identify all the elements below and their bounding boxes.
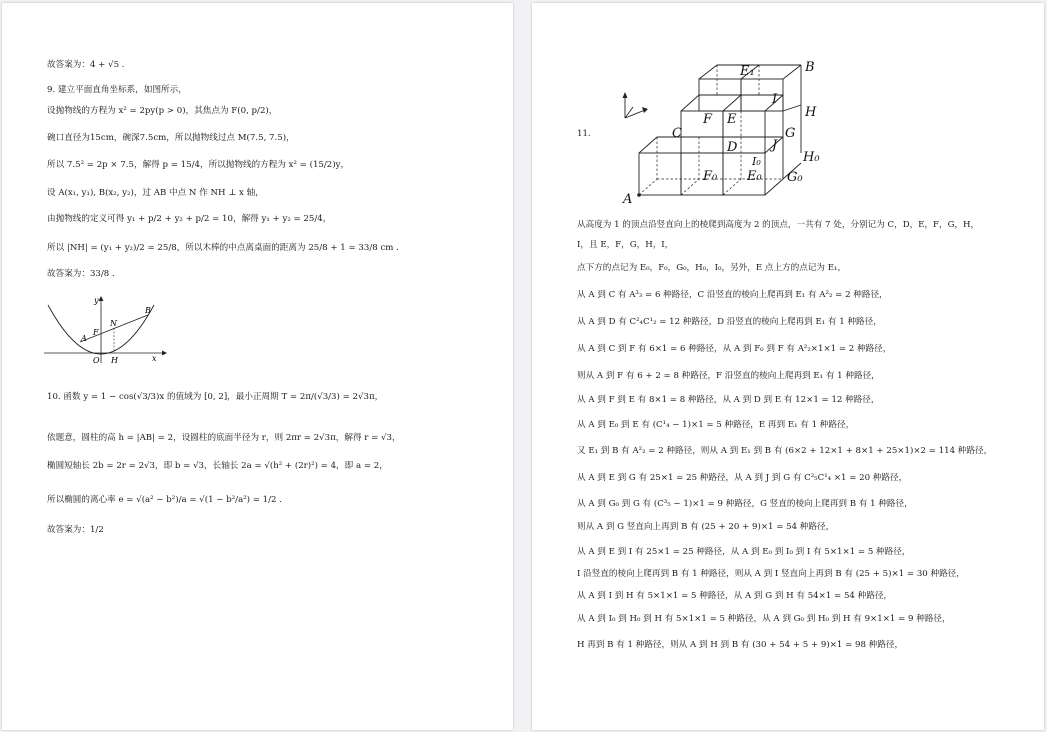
text-line: 椭圆短轴长 2b = 2r = 2√3，即 b = √3，长轴长 2a = √(h² + (2r)²) = 4，即 a = 2， xyxy=(47,461,388,471)
text-line: 则从 A 到 F 有 6 + 2 = 8 种路径，F 沿竖直的棱向上爬再到 E₁ 有 1 种路径， xyxy=(577,371,880,381)
text-line: 从高度为 1 的顶点沿竖直向上的棱爬到高度为 2 的顶点，一共有 7 处，分别记为 C，D，E，F，G，H， xyxy=(577,220,980,230)
problem-11-number: 11. xyxy=(577,129,591,139)
label-e1: E₁ xyxy=(740,64,755,79)
left-page xyxy=(2,3,513,730)
point-n-label: N xyxy=(110,319,117,328)
text-line: 碗口直径为15cm，碗深7.5cm，所以抛物线过点 M(7.5, 7.5)， xyxy=(47,133,295,143)
text-line: 所以椭圆的离心率 e = √(a² − b²)/a = √(1 − b²/a²) = 1/2 . xyxy=(47,495,282,505)
label-h0: H₀ xyxy=(803,150,820,165)
label-b: B xyxy=(805,60,815,75)
point-b-label: B xyxy=(145,306,151,315)
label-i0: I₀ xyxy=(752,155,761,168)
text-line: 所以 |NH| = (y₁ + y₂)/2 = 25/8，所以木棒的中点离桌面的距离为 25/8 + 1 = 33/8 cm . xyxy=(47,243,399,253)
text-line: I，且 E，F，G，H，I， xyxy=(577,240,674,250)
label-c: C xyxy=(672,126,682,141)
label-h: H xyxy=(805,105,817,120)
text-line: H 再到 B 有 1 种路径，则从 A 到 H 到 B 有 (30 + 54 + 5 + 9)×1 = 98 种路径， xyxy=(577,640,904,650)
label-f0: F₀ xyxy=(703,169,718,184)
text-line: 从 A 到 E 到 I 有 25×1 = 25 种路径，从 A 到 E₀ 到 I₀ 到 I 有 5×1×1 = 5 种路径， xyxy=(577,547,911,557)
text-line: 则从 A 到 G 竖直向上再到 B 有 (25 + 20 + 9)×1 = 54 种路径， xyxy=(577,522,835,532)
text-line: 又 E₁ 到 B 有 A²₂ = 2 种路径，则从 A 到 E₁ 到 B 有 (6×2 + 12×1 + 8×1 + 25×1)×2 = 114 种路径， xyxy=(577,446,993,456)
label-f: F xyxy=(703,112,713,127)
cube-stack-figure xyxy=(617,53,820,208)
text-line: 从 A 到 I₀ 到 H₀ 到 H 有 5×1×1 = 5 种路径，从 A 到 G₀ 到 H₀ 到 H 有 9×1×1 = 9 种路径， xyxy=(577,614,951,624)
text-line: 从 A 到 C 有 A³₃ = 6 种路径，C 沿竖直的棱向上爬再到 E₁ 有 A²₂ = 2 种路径， xyxy=(577,290,888,300)
problem-10-heading: 10. 函数 y = 1 − cos(√3/3)x 的值域为 [0, 2]，最小正周期 T = 2π/(√3/3) = 2√3π， xyxy=(47,392,384,402)
label-g: G xyxy=(785,126,796,141)
text-line: 设 A(x₁, y₁), B(x₂, y₂)，过 AB 中点 N 作 NH ⊥ x 轴， xyxy=(47,188,264,198)
text-line: 从 A 到 E₀ 到 E 有 (C¹₄ − 1)×1 = 5 种路径，E 再到 E₁ 有 1 种路径， xyxy=(577,420,855,430)
problem-9-heading: 9. 建立平面直角坐标系，如图所示， xyxy=(47,85,187,95)
label-d: D xyxy=(727,140,738,155)
text-line: 从 A 到 F 到 E 有 8×1 = 8 种路径，从 A 到 D 到 E 有 12×1 = 12 种路径， xyxy=(577,395,880,405)
axis-y-label: y xyxy=(94,296,99,305)
text-line: 从 A 到 C 到 F 有 6×1 = 6 种路径，从 A 到 F₀ 到 F 有 A²₂×1×1 = 2 种路径， xyxy=(577,344,892,354)
point-f-label: F xyxy=(93,328,99,337)
text-line: 由抛物线的定义可得 y₁ + p/2 + y₂ + p/2 = 10，解得 y₁ + y₂ = 25/4， xyxy=(47,214,332,224)
text-line: 设抛物线的方程为 x² = 2py(p > 0)，其焦点为 F(0, p/2)， xyxy=(47,106,278,116)
text-line: 点下方的点记为 E₀，F₀，G₀，H₀，I₀，另外，E 点上方的点记为 E₁， xyxy=(577,263,847,273)
text-line: 所以 7.5² = 2p × 7.5，解得 p = 15/4，所以抛物线的方程为 x² = (15/2)y， xyxy=(47,160,350,170)
answer-line-9: 故答案为：33/8 . xyxy=(47,269,115,279)
text-line: 从 A 到 I 到 H 有 5×1×1 = 5 种路径，从 A 到 G 到 H 有 54×1 = 54 种路径， xyxy=(577,591,893,601)
label-a: A xyxy=(623,192,633,207)
text-line: I 沿竖直的棱向上爬再到 B 有 1 种路径，则从 A 到 I 竖直向上再到 B 有 (25 + 5)×1 = 30 种路径， xyxy=(577,569,965,579)
right-page xyxy=(532,3,1044,730)
text-line: 依题意，圆柱的高 h = |AB| = 2，设圆柱的底面半径为 r，则 2πr = 2√3π，解得 r = √3， xyxy=(47,433,401,443)
text-line: 从 A 到 D 有 C²₄C¹₂ = 12 种路径，D 沿竖直的棱向上爬再到 E₁ 有 1 种路径， xyxy=(577,317,882,327)
axis-x-label: x xyxy=(152,354,157,363)
label-e0: E₀ xyxy=(747,169,762,184)
label-j: J xyxy=(772,138,778,153)
parabola-figure xyxy=(42,293,172,365)
answer-line-10: 故答案为：1/2 xyxy=(47,525,104,535)
point-a-label: A xyxy=(81,334,87,343)
point-h-label: H xyxy=(111,356,118,365)
text-line: 从 A 到 G₀ 到 G 有 (C³₅ − 1)×1 = 9 种路径，G 竖直的棱向上爬再到 B 有 1 种路径， xyxy=(577,499,913,509)
label-g0: G₀ xyxy=(787,170,803,185)
answer-line-8: 故答案为：4 + √5 . xyxy=(47,60,125,70)
text-line: 从 A 到 E 到 G 有 25×1 = 25 种路径，从 A 到 J 到 G 有 C²₅C¹₄ ×1 = 20 种路径， xyxy=(577,473,908,483)
label-i: I xyxy=(772,92,778,107)
label-e: E xyxy=(727,112,737,127)
origin-label: O xyxy=(93,356,100,365)
